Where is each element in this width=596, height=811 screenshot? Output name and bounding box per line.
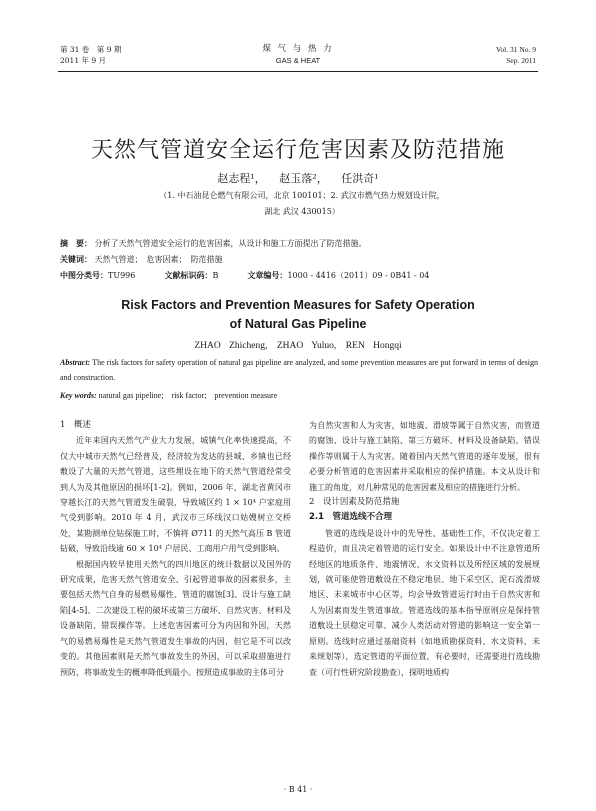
keywords-en-label: Key words:	[60, 391, 97, 400]
paragraph-continued: 为自然灾害和人为灾害，如地震、滑坡等属于自然灾害，而管道的腐蚀、设计与施工缺陷、第三方破坏、材料及设备缺陷、错误操作等则属于人为灾害。随着国内天然气管道的逐年发展，很有必要分析管道的危害因素并采取相应的保护措施。本文从设计和施工的角度，对几种常见的危害因素及相应的措施进行分析。	[309, 421, 540, 492]
affiliation-line-2: 湖北 武汉 430015）	[264, 207, 340, 216]
date-en: Sep. 2011	[506, 56, 536, 65]
authors-en: ZHAO Zhicheng, ZHAO Yuluo, REN Hongqi	[194, 341, 402, 351]
abstract-en-label: Abstract:	[60, 358, 91, 367]
article-no-label: 文章编号：	[247, 271, 288, 280]
date-cn: 2011 年 9 月	[60, 56, 107, 65]
classification-line	[60, 268, 540, 283]
keywords-cn-text: 天然气管道； 危害因素； 防范措施	[94, 255, 223, 264]
author-2: 赵玉落²，	[279, 172, 328, 185]
abstract-cn-label: 摘 要：	[60, 239, 92, 248]
abstract-cn	[60, 236, 540, 251]
section-heading-1: 1 概述	[60, 420, 91, 430]
subsection-heading-2-1: 2.1 管道选线不合理	[309, 512, 393, 523]
paragraph-2: 根据国内较早使用天然气的四川地区的统计数据以及国外的研究成果，危害天然气管道安全、引起管道事故的因素很多，主要包括天然气自身的易燃易爆性、管道的腐蚀[3]、设计与施工缺陷[4-5]、二次建设工程的破坏或第三方破坏、自然灾害、材料及设备缺陷、错误操作等。上述危害因素可分为内因和外因，天然气的易燃易爆性是天然气管道发生事故的内因，但它是不可以改变的。其他因素则是天然气事故发生的外因，可以采取措施进行预防，将事故发生的概率降低到最小。按照造成事故的主体可分	[60, 559, 291, 677]
volume-issue-cn: 第 31 卷 第 9 期	[60, 45, 122, 54]
paragraph-3: 管道的选线是设计中的先导性、基础性工作，不仅决定着工程造价，而且决定着管道的运行安全。如果设计中不注意管道所经地区的地质条件、地震情况、水文资料以及所经区域的发展规划，就可能使管道敷设在不稳定地层、地下采空区、泥石流滑坡地区、未来城市中心区等，均会导致管道运行时由于自然灾害和人为因素而发生管道事故。管道选线的基本指导原则应是保持管道敷设土层稳定可靠、减少人类活动对管道的影响这一安全第一原则。选线时应通过基础资料（如地质勘探资料、水文资料、未来规划等），选定管道的平面位置，有必要时，还需要进行选线勘查（可行性研究阶段勘查），探明地质构	[309, 528, 540, 677]
title-en-line-2: of Natural Gas Pipeline	[229, 317, 367, 331]
article-title-cn: 天然气管道安全运行危害因素及防范措施	[90, 138, 505, 163]
doc-code-label: 文献标识码：	[164, 271, 213, 280]
abstract-cn-text: 分析了天然气管道安全运行的危害因素，从设计和施工方面提出了防范措施。	[94, 239, 367, 248]
article-no-value: 1000 - 4416（2011）09 - 0B41 - 04	[287, 271, 430, 280]
section-heading-2: 2 设计因素及防范措施	[309, 497, 400, 508]
keywords-cn	[60, 252, 540, 267]
header-volume-en	[496, 44, 536, 66]
abstract-en	[60, 355, 538, 385]
clc-label: 中图分类号：	[60, 271, 108, 280]
affiliation-line-1: （1. 中石油昆仑燃气有限公司，北京 100101；2. 武汉市燃气热力规划设计院，	[159, 191, 445, 200]
body-column-left	[60, 418, 291, 680]
keywords-cn-label: 关键词：	[60, 255, 92, 264]
journal-name-cn: 煤 气 与 热 力	[262, 44, 334, 54]
keywords-en	[60, 388, 538, 403]
paragraph-1: 近年来国内天然气产业大力发展，城镇气化率快速提高，不仅大中城市天然气已经普及，经济较为发达的县城、乡镇也已经敷设了大量的天然气管道，这些埋设在地下的天然气管道经常受到人为及其他原因的损坏[1-2]。例如，2006 年，湖北省黄冈市穿越长江的天然气管道发生破裂，导致城区约 1 × 10⁴ 户家庭用气受到影响。2010 年 4 月，武汉市三环线汉口姑嫂树立交桥处，某勘测单位钻探施工时，不慎将 Ø711 的天然气高压 B 管道钻破，导致沿线逾 60 × 10⁴ 户居民、工商用户用气受到影响。	[60, 436, 291, 554]
journal-name-en: GAS & HEAT	[275, 56, 321, 65]
page-number: · B 41 ·	[283, 785, 313, 794]
doc-code-value: B	[212, 271, 219, 280]
volume-issue-en: Vol. 31 No. 9	[495, 45, 536, 54]
author-1: 赵志程¹，	[217, 172, 266, 185]
authors-cn	[0, 170, 596, 186]
clc-value: TU996	[108, 271, 136, 280]
keywords-en-text: natural gas pipeline; risk factor; prevention measure	[98, 391, 278, 400]
article-title-en	[0, 296, 596, 334]
abstract-en-text: The risk factors for safety operation of natural gas pipeline are analyzed, and some prevention measures are put forward in terms of design and construction.	[60, 358, 538, 382]
body-column-right	[309, 418, 540, 680]
header-rule	[58, 71, 538, 72]
title-en-line-1: Risk Factors and Prevention Measures for Safety Operation	[121, 298, 475, 312]
author-3: 任洪奇¹	[341, 172, 379, 185]
